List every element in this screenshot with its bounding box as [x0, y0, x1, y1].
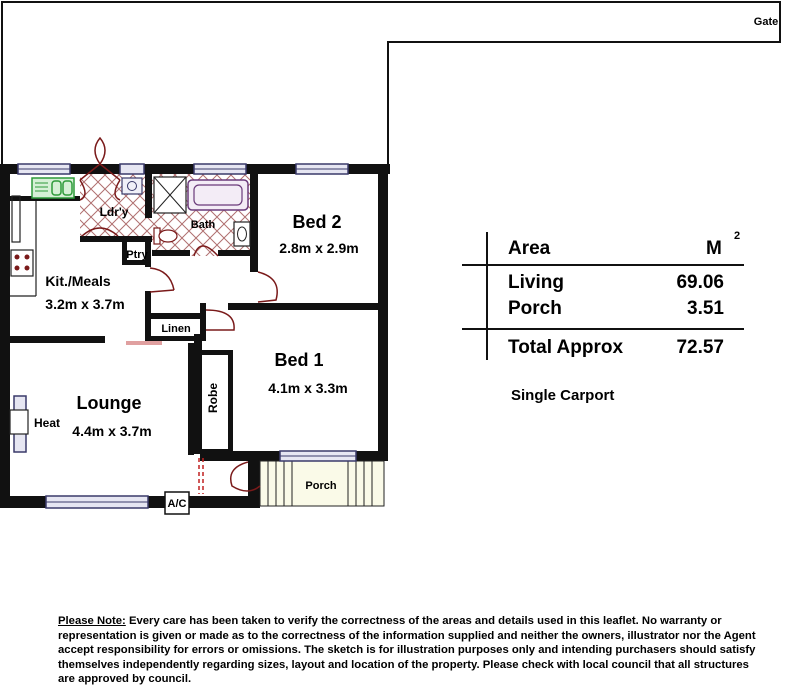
kitchen-sink-icon [32, 178, 74, 198]
lounge-size: 4.4m x 3.7m [72, 423, 152, 439]
heater-icon [10, 410, 28, 434]
gate-label: Gate [753, 16, 779, 28]
bed2-size: 2.8m x 2.9m [279, 240, 359, 256]
bed2-label: Bed 2 [292, 212, 342, 232]
porch-label: Porch [305, 480, 337, 492]
washing-machine-icon [122, 178, 142, 194]
linen-label: Linen [161, 323, 191, 335]
note-text: Every care has been taken to verify the correctness of the areas and details used in this leaflet. No warranty or representation is given or made as to the correctness of the information supplied and neither the owners, illustrator nor the Agent accept responsibility for errors or omissions. The sketch is for illustration purposes only and intending purchasers should satisfy themselves independently regarding sizes, layout and location of the property. Please check with local council that all structures are approved by council. [58, 615, 756, 686]
robe-label: Robe [206, 383, 220, 413]
area-header-unit-sup: 2 [734, 230, 741, 242]
note-heading: Please Note: [58, 615, 126, 627]
area-row-porch-value: 3.51 [687, 298, 724, 319]
bed1-label: Bed 1 [274, 350, 324, 370]
heat-label: Heat [33, 416, 61, 430]
bath-label: Bath [190, 219, 216, 231]
kitchen-bench [10, 196, 36, 296]
stove-icon [11, 250, 33, 276]
yard-boundary [2, 2, 780, 168]
area-total-label: Total Approx [508, 337, 624, 358]
area-row-porch-label: Porch [508, 298, 562, 319]
laundry-label: Ldr'y [99, 205, 129, 219]
bed1-size: 4.1m x 3.3m [268, 380, 348, 396]
disclaimer-note [58, 614, 758, 687]
carport-label: Single Carport [511, 387, 615, 404]
shower-icon [154, 177, 186, 213]
area-total-value: 72.57 [676, 337, 724, 358]
area-header-label: Area [508, 238, 551, 259]
ac-label: A/C [167, 498, 187, 510]
pantry-label: Ptry [126, 249, 148, 261]
area-row-living-value: 69.06 [676, 272, 724, 293]
lounge-label: Lounge [76, 393, 142, 413]
area-row-living-label: Living [508, 272, 564, 293]
bathtub-icon [188, 180, 248, 210]
area-table [462, 232, 744, 360]
basin-icon [234, 222, 250, 246]
kitchen-label: Kit./Meals [45, 273, 111, 289]
area-header-unit: M [706, 238, 722, 259]
kitchen-size: 3.2m x 3.7m [45, 296, 125, 312]
